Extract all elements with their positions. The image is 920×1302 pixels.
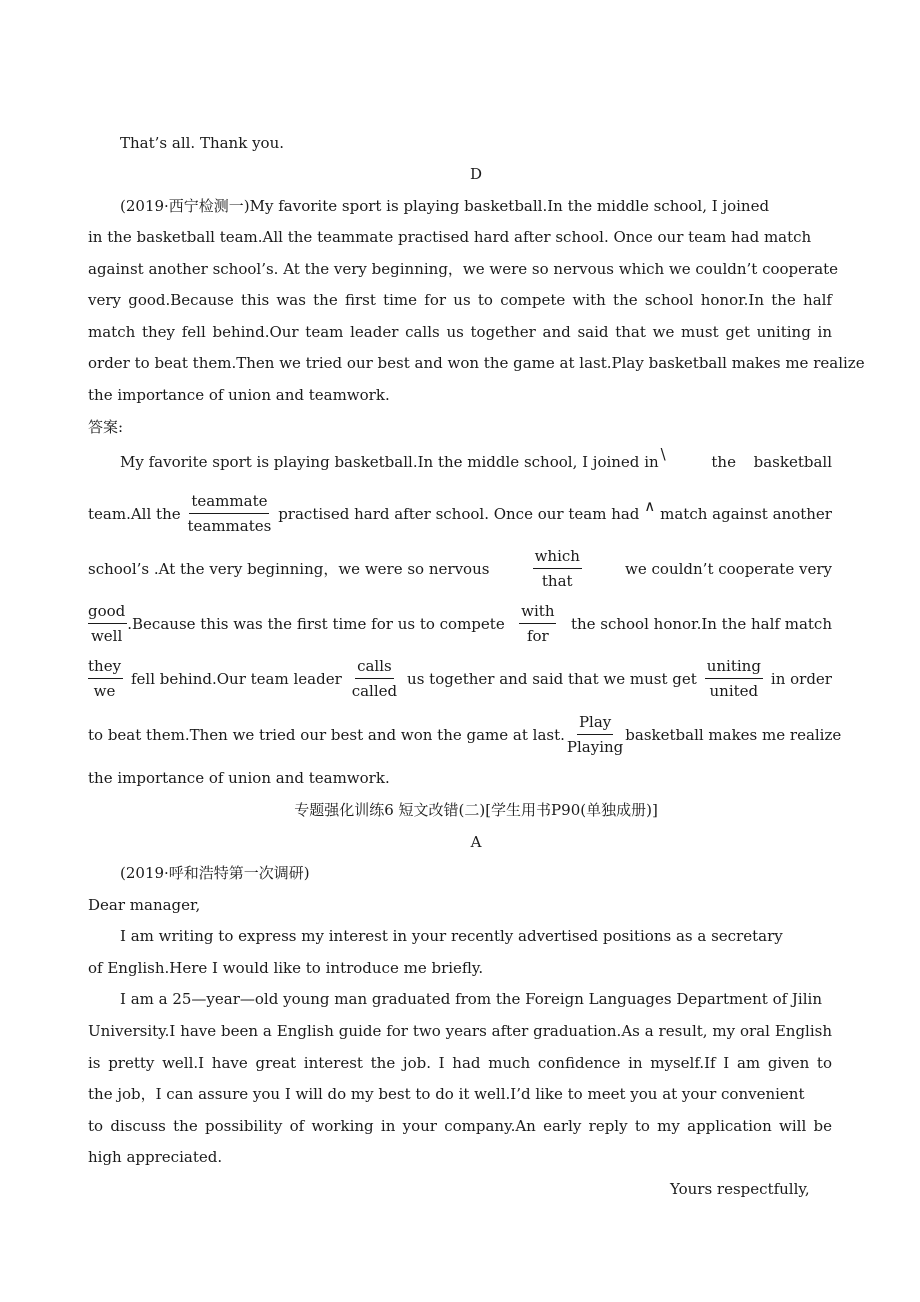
corrected-word: for: [526, 627, 549, 645]
answer-row-4: [88, 602, 832, 645]
answer-text: we couldn’t cooperate very: [625, 559, 832, 578]
passage-a-line-1: I am writing to express my interest in your recently advertised positions as a secretary: [120, 927, 783, 945]
correction-fraction: [565, 713, 625, 756]
answer-text: basketball makes me realize: [625, 725, 842, 744]
answer-text: to beat them.Then we tried our best and won the game at last.: [88, 725, 565, 744]
letter-greeting: Dear manager,: [88, 896, 201, 914]
original-word: good: [88, 602, 127, 624]
passage-a-line-5: is pretty well.I have great interest the job. I had much confidence in myself.If I am given to: [88, 1054, 832, 1072]
answer-text: basketball: [753, 453, 832, 471]
passage-a-line-3: I am a 25—year—old young man graduated from the Foreign Languages Department of Jilin: [120, 990, 822, 1008]
answer-text: the school honor.In the half match: [570, 614, 832, 633]
corrected-word: called: [351, 682, 398, 700]
passage-a-line-6: the job，I can assure you I will do my best to do it well.I’d like to meet you at your convenient: [88, 1085, 805, 1103]
passage-d-line-1: (2019·西宁检测一)My favorite sport is playing basketball.In the middle school, I joined: [120, 197, 770, 215]
corrected-word: we: [93, 682, 116, 700]
answer-text: .Because this was the first time for us to compete: [127, 614, 505, 633]
corrected-word: that: [541, 572, 573, 590]
passage-a-line-8: high appreciated.: [88, 1148, 223, 1166]
answer-text-group: [88, 602, 505, 645]
correction-fraction: [88, 602, 127, 645]
answer-row-6: [88, 713, 842, 756]
correction-fraction: [705, 657, 763, 700]
original-word: teammate: [189, 492, 269, 514]
passage-a-label: A: [470, 833, 482, 851]
corrected-word: teammates: [187, 517, 272, 535]
original-word: calls: [355, 657, 394, 679]
passage-c-closing: That’s all. Thank you.: [120, 134, 285, 152]
section-title: 专题强化训练6 短文改错(二)[学生用书P90(单独成册)]: [294, 801, 658, 819]
answer-label: 答案:: [88, 418, 124, 436]
answer-text: school’s .At the very beginning，we were so nervous: [88, 560, 490, 578]
passage-a-source: (2019·呼和浩特第一次调研): [120, 864, 310, 882]
corrected-word: Playing: [566, 738, 624, 756]
correction-fraction: [533, 547, 582, 590]
answer-text: team.All the: [88, 504, 181, 523]
passage-d-line-4: very good.Because this was the first time for us to compete with the school honor.In the half: [88, 291, 832, 309]
original-word: Play: [577, 713, 613, 735]
corrected-word: united: [709, 682, 759, 700]
answer-text: fell behind.Our team leader: [130, 669, 342, 688]
answer-row-2: [88, 492, 832, 535]
answer-row-7: the importance of union and teamwork.: [88, 769, 390, 787]
passage-d-line-7: the importance of union and teamwork.: [88, 386, 390, 404]
answer-row-1: [120, 445, 832, 472]
letter-closing: Yours respectfully,: [670, 1180, 810, 1198]
correction-fraction: [88, 657, 123, 700]
answer-row-5: [88, 657, 832, 700]
answer-text: match against another: [660, 504, 832, 523]
answer-row-3: [88, 547, 832, 590]
passage-d-line-2: in the basketball team.All the teammate practised hard after school. Once our team had match: [88, 228, 812, 246]
insertion-correction: in: [644, 453, 659, 471]
passage-a-line-2: of English.Here I would like to introduce me briefly.: [88, 959, 484, 977]
deletion-mark: \: [660, 445, 666, 463]
original-word: which: [533, 547, 582, 569]
passage-d-line-3: against another school’s. At the very beginning，we were so nervous which we couldn’t cooperate: [88, 260, 839, 278]
passage-d-label: D: [469, 165, 483, 183]
passage-d-line-5: match they fell behind.Our team leader calls us together and said that we must get uniting in: [88, 323, 832, 341]
deleted-word: the: [711, 453, 736, 471]
correction-fraction: [519, 602, 556, 645]
answer-text: My favorite sport is playing basketball.In the middle school, I joined in \: [120, 445, 666, 471]
passage-d-line-6: order to beat them.Then we tried our best and won the game at last.Play basketball makes me realize: [88, 354, 865, 372]
answer-text: in order: [770, 669, 832, 688]
passage-a-line-7: to discuss the possibility of working in your company.An early reply to my application will be: [88, 1117, 832, 1135]
answer-text: practised hard after school. Once our team had: [278, 504, 640, 523]
correction-fraction: [185, 492, 273, 535]
correction-fraction: [350, 657, 399, 700]
passage-a-line-4: University.I have been a English guide for two years after graduation.As a result, my oral English: [88, 1022, 832, 1040]
original-word: they: [88, 657, 123, 679]
corrected-word: well: [90, 627, 123, 645]
original-word: with: [519, 602, 556, 624]
insertion-mark: ∧: [644, 496, 656, 515]
answer-text: us together and said that we must get: [407, 669, 697, 688]
original-word: uniting: [705, 657, 763, 679]
